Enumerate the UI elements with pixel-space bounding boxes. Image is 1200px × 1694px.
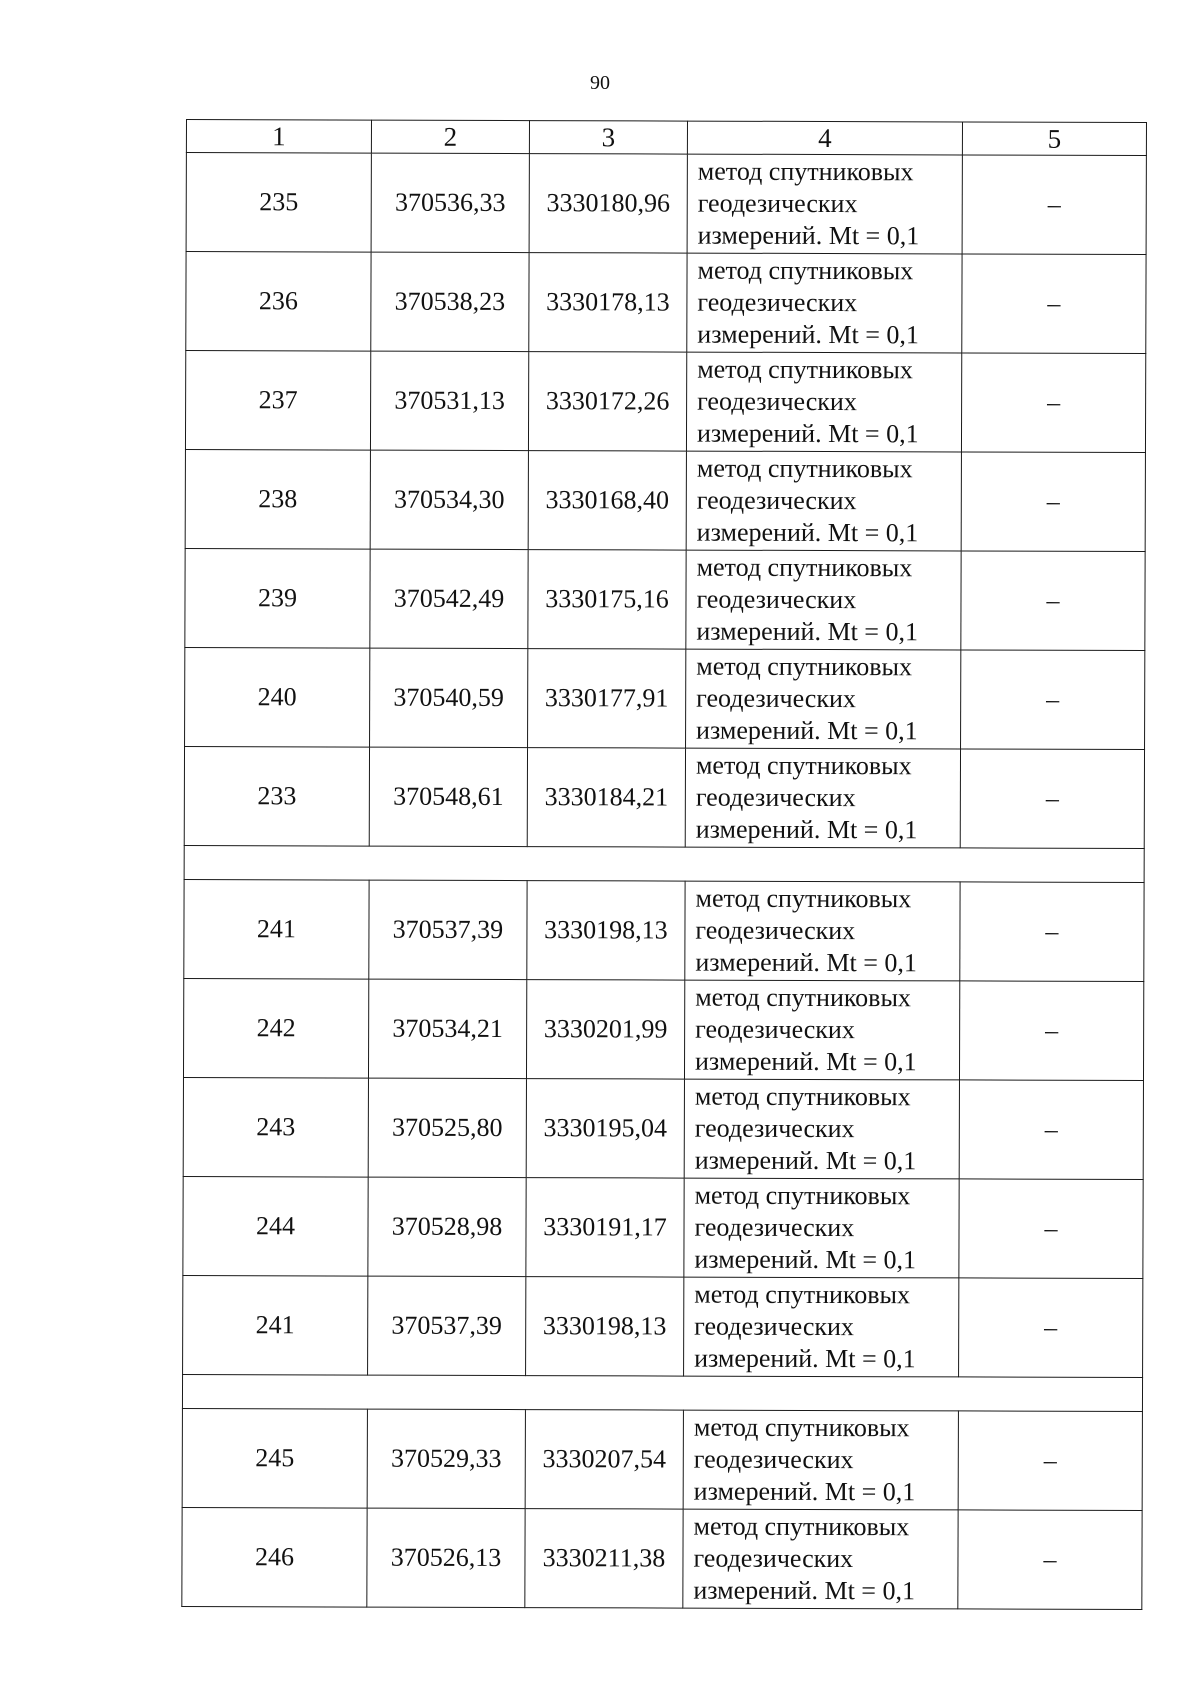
method-text-line: геодезических xyxy=(696,683,856,714)
y-coordinate-cell: 3330207,54 xyxy=(525,1410,683,1509)
note-cell: – xyxy=(958,1510,1142,1610)
method-text-line: геодезических xyxy=(694,1113,855,1144)
note-cell: – xyxy=(961,551,1145,651)
method-text-line: метод спутниковых xyxy=(696,453,913,484)
x-coordinate-cell: 370531,13 xyxy=(370,351,528,450)
method-text-line: измерений. Mt = 0,1 xyxy=(696,517,919,548)
point-number-cell: 238 xyxy=(185,449,370,549)
table-row xyxy=(182,1507,1142,1609)
note-cell: – xyxy=(962,254,1146,354)
method-text-line: измерений. Mt = 0,1 xyxy=(695,814,918,845)
y-coordinate-cell: 3330195,04 xyxy=(526,1079,684,1178)
method-text-line: геодезических xyxy=(693,1543,854,1574)
method-text-line: метод спутниковых xyxy=(697,354,913,385)
note-cell: – xyxy=(959,1278,1143,1378)
x-coordinate-cell: 370538,23 xyxy=(371,252,529,351)
column-header-3: 3 xyxy=(529,121,687,154)
x-coordinate-cell: 370537,39 xyxy=(369,880,527,979)
method-text-line: метод спутниковых xyxy=(694,1279,911,1310)
point-number-cell: 241 xyxy=(183,1275,368,1375)
y-coordinate-cell: 3330168,40 xyxy=(528,451,686,550)
method-text-line: геодезических xyxy=(695,782,856,813)
point-number-cell: 235 xyxy=(186,153,371,253)
page-number: 90 xyxy=(590,72,610,94)
method-cell xyxy=(684,980,959,1080)
point-number-cell: 241 xyxy=(184,879,369,979)
point-number-cell: 240 xyxy=(185,647,370,747)
x-coordinate-cell: 370537,39 xyxy=(368,1276,526,1375)
method-text-line: измерений. Mt = 0,1 xyxy=(697,220,920,251)
method-text-line: метод спутниковых xyxy=(694,1081,911,1112)
method-text-line: геодезических xyxy=(697,287,858,318)
method-cell xyxy=(685,748,960,848)
table-row xyxy=(183,1176,1143,1278)
x-coordinate-cell: 370534,30 xyxy=(370,450,528,549)
table-row xyxy=(183,1275,1143,1377)
method-text-line: метод спутниковых xyxy=(696,651,913,682)
note-cell: – xyxy=(959,981,1143,1081)
method-cell xyxy=(687,253,962,353)
method-text-line: метод спутниковых xyxy=(697,255,914,286)
y-coordinate-cell: 3330178,13 xyxy=(529,253,687,352)
separator-cell xyxy=(182,1374,1142,1411)
method-cell xyxy=(686,649,961,749)
y-coordinate-cell: 3330172,26 xyxy=(528,352,686,451)
method-cell xyxy=(684,1277,959,1377)
column-header-2: 2 xyxy=(371,120,529,153)
method-cell xyxy=(687,154,962,254)
note-cell: – xyxy=(961,452,1145,552)
method-cell xyxy=(683,1410,958,1510)
method-text-line: геодезических xyxy=(695,1014,855,1045)
table-row xyxy=(184,746,1144,848)
column-header-4: 4 xyxy=(687,121,962,155)
point-number-cell: 245 xyxy=(182,1408,367,1508)
method-text-line: метод спутниковых xyxy=(696,552,913,583)
method-text-line: измерений. Mt = 0,1 xyxy=(693,1476,916,1507)
contour-separator-row xyxy=(182,1374,1142,1411)
method-text-line: измерений. Mt = 0,1 xyxy=(694,1244,917,1275)
method-text-line: метод спутниковых xyxy=(695,750,912,781)
method-text-line: геодезических xyxy=(697,386,857,417)
point-number-cell: 236 xyxy=(186,252,371,352)
y-coordinate-cell: 3330177,91 xyxy=(528,649,686,748)
method-text-line: измерений. Mt = 0,1 xyxy=(694,1145,917,1176)
method-text-line: измерений. Mt = 0,1 xyxy=(696,715,918,746)
table-row xyxy=(183,1077,1143,1179)
method-text-line: геодезических xyxy=(696,584,857,615)
method-cell xyxy=(686,550,961,650)
note-cell: – xyxy=(959,1179,1143,1279)
method-cell xyxy=(683,1509,958,1609)
y-coordinate-cell: 3330184,21 xyxy=(527,748,685,847)
y-coordinate-cell: 3330191,17 xyxy=(526,1178,684,1277)
column-header-5: 5 xyxy=(962,122,1146,156)
method-text-line: измерений. Mt = 0,1 xyxy=(696,418,919,449)
method-text-line: метод спутниковых xyxy=(693,1412,910,1443)
coordinates-table-body xyxy=(182,120,1147,1610)
method-cell xyxy=(686,451,961,551)
point-number-cell: 233 xyxy=(184,746,369,846)
point-number-cell: 237 xyxy=(185,351,370,451)
note-cell: – xyxy=(960,749,1144,849)
table-row xyxy=(183,978,1143,1080)
method-text-line: геодезических xyxy=(696,485,857,516)
x-coordinate-cell: 370536,33 xyxy=(371,153,529,252)
column-header-1: 1 xyxy=(186,120,371,154)
point-number-cell: 239 xyxy=(185,548,370,648)
x-coordinate-cell: 370542,49 xyxy=(370,549,528,648)
method-cell xyxy=(685,881,960,981)
point-number-cell: 244 xyxy=(183,1176,368,1276)
method-text-line: метод спутниковых xyxy=(695,982,911,1013)
table-row xyxy=(186,153,1146,255)
method-text-line: геодезических xyxy=(694,1311,854,1342)
coordinates-table xyxy=(181,119,1147,1610)
method-cell xyxy=(684,1178,959,1278)
method-text-line: измерений. Mt = 0,1 xyxy=(694,1046,917,1077)
x-coordinate-cell: 370528,98 xyxy=(368,1177,526,1276)
table-row xyxy=(182,1408,1142,1510)
x-coordinate-cell: 370526,13 xyxy=(367,1508,525,1607)
x-coordinate-cell: 370534,21 xyxy=(368,979,526,1078)
method-text-line: измерений. Mt = 0,1 xyxy=(695,947,918,978)
method-text-line: измерений. Mt = 0,1 xyxy=(696,616,919,647)
note-cell: – xyxy=(962,155,1146,255)
note-cell: – xyxy=(960,882,1144,982)
point-number-cell: 243 xyxy=(183,1077,368,1177)
method-cell xyxy=(686,352,961,452)
y-coordinate-cell: 3330175,16 xyxy=(528,550,686,649)
method-text-line: измерений. Mt = 0,1 xyxy=(697,319,919,350)
note-cell: – xyxy=(961,650,1145,750)
table-row xyxy=(185,548,1145,650)
method-text-line: геодезических xyxy=(697,188,858,219)
method-text-line: измерений. Mt = 0,1 xyxy=(693,1575,916,1606)
table-row xyxy=(186,252,1146,354)
y-coordinate-cell: 3330198,13 xyxy=(526,1277,684,1376)
contour-separator-row xyxy=(184,845,1144,882)
table-row xyxy=(185,351,1145,453)
method-text-line: метод спутниковых xyxy=(697,156,914,187)
y-coordinate-cell: 3330198,13 xyxy=(527,881,685,980)
x-coordinate-cell: 370525,80 xyxy=(368,1078,526,1177)
y-coordinate-cell: 3330180,96 xyxy=(529,154,687,253)
x-coordinate-cell: 370529,33 xyxy=(367,1409,525,1508)
table-row xyxy=(185,449,1145,551)
method-text-line: метод спутниковых xyxy=(695,883,912,914)
method-text-line: метод спутниковых xyxy=(693,1511,910,1542)
method-text-line: измерений. Mt = 0,1 xyxy=(694,1343,916,1374)
point-number-cell: 242 xyxy=(183,978,368,1078)
method-text-line: метод спутниковых xyxy=(694,1180,911,1211)
method-text-line: геодезических xyxy=(694,1212,855,1243)
table-row xyxy=(185,647,1145,749)
x-coordinate-cell: 370548,61 xyxy=(369,747,527,846)
y-coordinate-cell: 3330211,38 xyxy=(525,1509,683,1608)
method-text-line: геодезических xyxy=(695,915,856,946)
table-header-row xyxy=(186,120,1146,156)
method-text-line: геодезических xyxy=(693,1444,854,1475)
point-number-cell: 246 xyxy=(182,1507,367,1607)
note-cell: – xyxy=(961,353,1145,453)
separator-cell xyxy=(184,845,1144,882)
x-coordinate-cell: 370540,59 xyxy=(370,648,528,747)
note-cell: – xyxy=(958,1411,1142,1511)
y-coordinate-cell: 3330201,99 xyxy=(526,980,684,1079)
table-row xyxy=(184,879,1144,981)
note-cell: – xyxy=(959,1080,1143,1180)
method-cell xyxy=(684,1079,959,1179)
